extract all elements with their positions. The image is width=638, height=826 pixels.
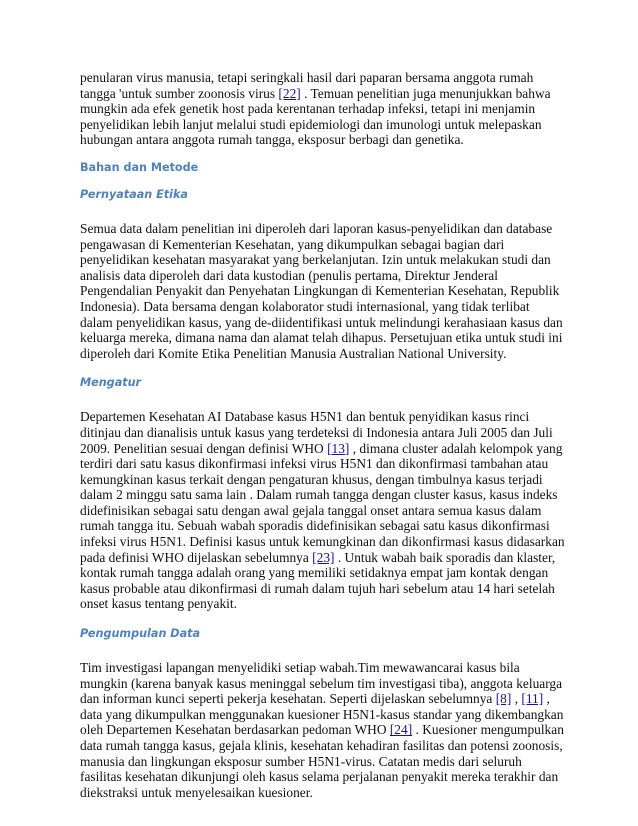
paragraph-setting — [80, 409, 565, 612]
paragraph-text: . Kuesioner mengumpulkan data rumah tangga kasus, gejala klinis, kesehatan kehadiran fasilitas dan potensi zoonosis, manusia dan lingkungan eksposur sumber H5N1-virus. Catatan medis dari seluruh fasilitas kesehatan dikunjungi oleh kasus selama perjalanan penyakit mereka terakhir dan diekstraksi untuk menyelesaikan kuesioner. — [80, 722, 564, 800]
paragraph-text: . Untuk wabah baik sporadis dan klaster, kontak rumah tangga adalah orang yang memiliki setidaknya empat jam kontak dengan kasus probable atau dikonfirmasi di rumah dalam tujuh hari sebelum atau 14 hari setelah onset kasus tentang penyakit. — [80, 549, 556, 612]
citation-link-8[interactable]: [8] — [495, 691, 512, 707]
citation-link-13[interactable]: [13] — [327, 440, 350, 456]
paragraph-text: , dimana cluster adalah kelompok yang terdiri dari satu kasus dikonfirmasi infeksi virus H5N1 dan dikonfirmasi tambahan atau kemungkinan kasus terkait dengan pengaturan khusus, dengan timbulnya kasus terjadi dalam 2 minggu satu sama lain . Dalam rumah tangga dengan cluster kasus, kasus indeks didefinisikan sebagai satu dengan awal gejala tanggal onset antara semua kasus dalam rumah tangga itu. Sebuah wabah sporadis didefinisikan sebagai satu kasus dikonfirmasi infeksi virus H5N1. Definisi kasus untuk kemungkinan dan dikonfirmasi kasus didasarkan pada definisi WHO dijelaskan sebelumnya — [80, 440, 565, 565]
citation-link-22[interactable]: [22] — [278, 85, 301, 101]
subsection-heading-data-collection: Pengumpulan Data — [80, 627, 201, 641]
subsection-heading-ethics: Pernyataan Etika — [80, 187, 188, 201]
paragraph-ethics: Semua data dalam penelitian ini diperoleh dari laporan kasus-penyelidikan dan database pengawasan di Kementerian Kesehatan, yang dikumpulkan sebagai bagian dari penyelidikan kesehatan masyarakat yang berkelanjutan. Izin untuk melakukan studi dan analisis data diperoleh dari data kustodian (penulis pertama, Direktur Jenderal Pengendalian Penyakit dan Penyehatan Lingkungan di Kementerian Kesehatan, Republik Indonesia). Data bersama dengan kolaborator studi internasional, yang tidak terlibat dalam penyelidikan kasus, yang de-diidentifikasi untuk melindungi kerahasiaan kasus dan keluarga mereka, dimana nama dan alamat telah dihapus. Persetujuan etika untuk studi ini diperoleh dari Komite Etika Penelitian Manusia Australian National University. — [80, 220, 563, 361]
paragraph-text: Tim investigasi lapangan menyelidiki setiap wabah.Tim mewawancarai kasus bila mungkin (karena banyak kasus meninggal sebelum tim investigasi tiba), anggota keluarga dan informan kunci seperti pekerja kesehatan. Seperti dijelaskan sebelumnya — [80, 660, 563, 707]
document-page — [80, 70, 565, 800]
citation-link-23[interactable]: [23] — [312, 549, 335, 565]
paragraph-intro — [80, 70, 565, 148]
citation-link-24[interactable]: [24] — [389, 722, 413, 738]
section-heading-methods: Bahan dan Metode — [80, 160, 199, 174]
paragraph-text: Departemen Kesehatan AI Database kasus H5N1 dan bentuk penyidikan kasus rinci ditinjau dan dianalisis untuk kasus yang terdeteksi di Indonesia antara Juli 2005 dan Juli 2009. Penelitian sesuai dengan definisi WHO — [80, 409, 553, 456]
paragraph-text: penularan virus manusia, tetapi seringkali hasil dari paparan bersama anggota rumah tangga 'untuk sumber zoonosis virus — [80, 70, 534, 101]
citation-link-11[interactable]: [11] — [521, 691, 544, 707]
paragraph-text: , — [511, 691, 522, 707]
paragraph-data-collection — [80, 660, 565, 800]
paragraph-text: . Temuan penelitian juga menunjukkan bahwa mungkin ada efek genetik host pada kerentanan terhadap infeksi, tetapi ini menjamin penyelidikan lebih lanjut melalui studi epidemiologi dan imunologi untuk melepaskan hubungan antara anggota rumah tangga, eksposur berbagi dan genetika. — [80, 85, 551, 148]
paragraph-text: , data yang dikumpulkan menggunakan kuesioner H5N1-kasus standar yang dikembangkan oleh Departemen Kesehatan berdasarkan pedoman WHO — [80, 691, 564, 738]
subsection-heading-setting: Mengatur — [80, 376, 142, 390]
